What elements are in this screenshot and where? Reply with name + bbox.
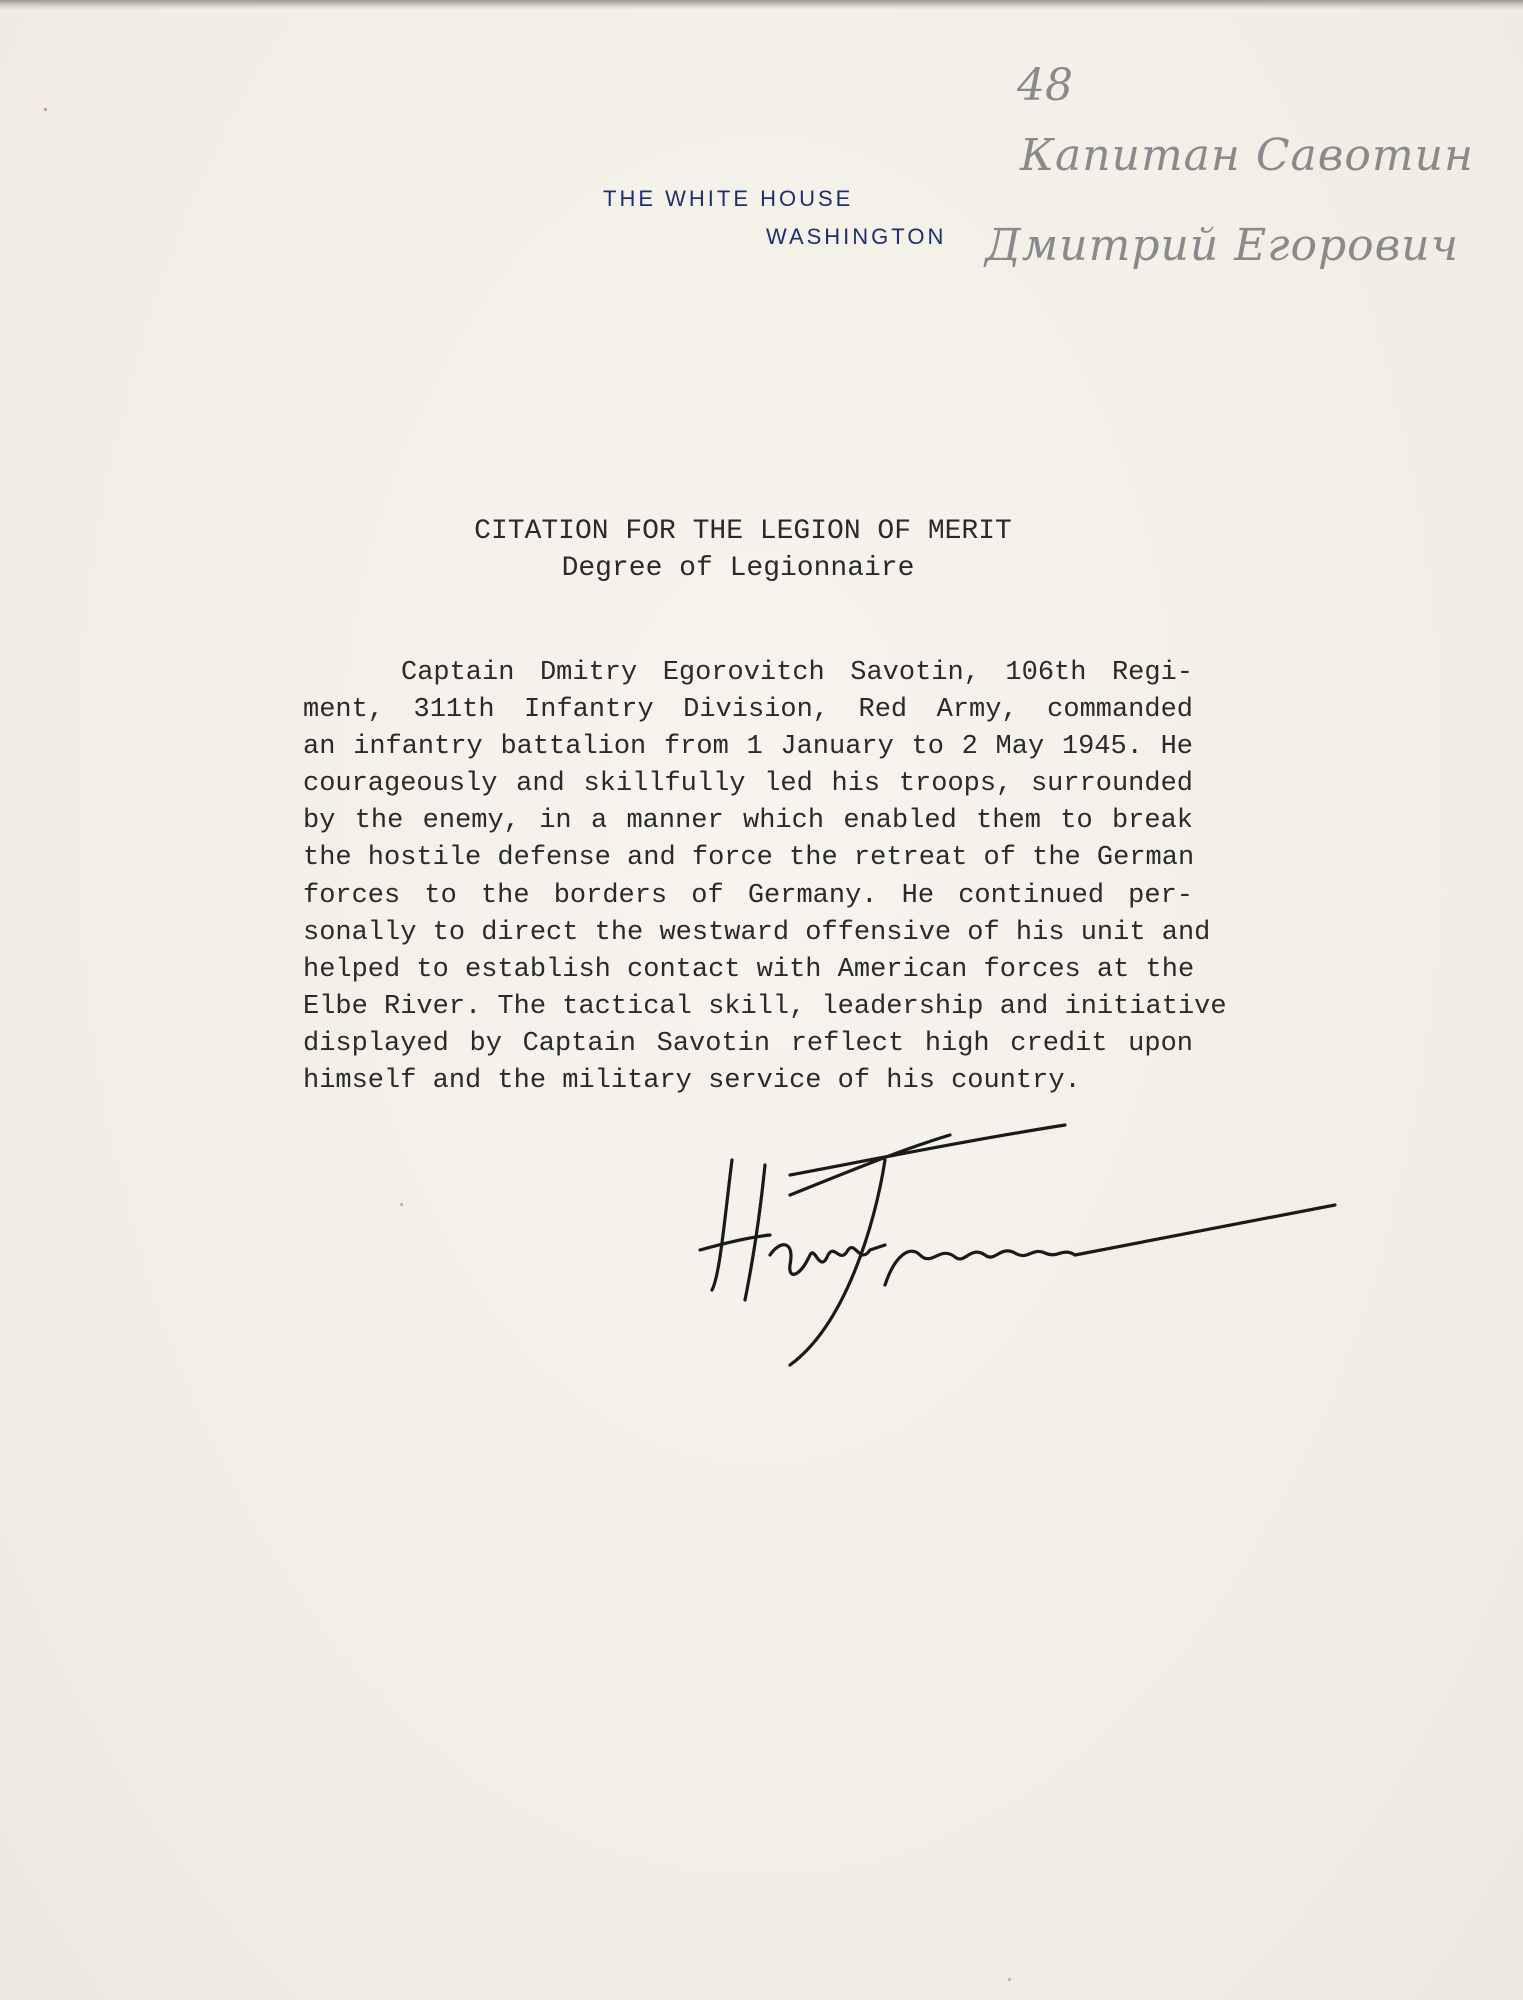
- citation-line: Elbe River. The tactical skill, leadership and initiative: [303, 991, 1227, 1022]
- signature-stroke: [790, 1125, 1065, 1175]
- citation-line: sonally to direct the westward offensive of his unit and: [303, 917, 1211, 948]
- citation-line: Captain Dmitry Egorovitch Savotin, 106th Regi-: [401, 658, 1193, 688]
- page-top-edge: [0, 0, 1523, 10]
- signature-harry-truman: [670, 1105, 1370, 1395]
- signature-stroke: [885, 1251, 1075, 1285]
- citation-line: ment, 311th Infantry Division, Red Army, commanded: [303, 695, 1193, 726]
- handwritten-given-names: Дмитрий Егорович: [985, 220, 1459, 271]
- citation-line: forces to the borders of Germany. He continued per-: [303, 880, 1193, 911]
- citation-subtitle: Degree of Legionnaire: [561, 553, 915, 584]
- paper-speck: [1008, 1978, 1011, 1981]
- citation-line: by the enemy, in a manner which enabled them to break: [303, 806, 1193, 837]
- signature-stroke: [770, 1245, 885, 1275]
- letterhead-city: WASHINGTON: [766, 224, 947, 249]
- signature-stroke: [790, 1135, 950, 1195]
- citation-line: courageously and skillfully led his troops, surrounded: [303, 769, 1193, 800]
- handwritten-rank-surname: Капитан Савотин: [1020, 130, 1474, 181]
- handwritten-number: 48: [1017, 60, 1073, 111]
- citation-title: CITATION FOR THE LEGION OF MERIT: [474, 516, 1012, 547]
- citation-line: helped to establish contact with American forces at the: [303, 954, 1195, 985]
- signature-stroke: [700, 1235, 770, 1250]
- citation-line: the hostile defense and force the retreat of the German: [303, 843, 1195, 874]
- signature-stroke: [712, 1160, 732, 1290]
- citation-line: an infantry battalion from 1 January to 2 May 1945. He: [303, 732, 1193, 763]
- signature-stroke: [1075, 1205, 1335, 1255]
- citation-line: displayed by Captain Savotin reflect high credit upon: [303, 1028, 1193, 1059]
- paper-speck: [44, 108, 47, 111]
- paper-speck: [400, 1203, 403, 1206]
- citation-body: [303, 655, 1227, 1100]
- citation-line: himself and the military service of his country.: [303, 1066, 1081, 1097]
- letterhead-title: THE WHITE HOUSE: [603, 186, 854, 211]
- signature-stroke: [745, 1165, 765, 1300]
